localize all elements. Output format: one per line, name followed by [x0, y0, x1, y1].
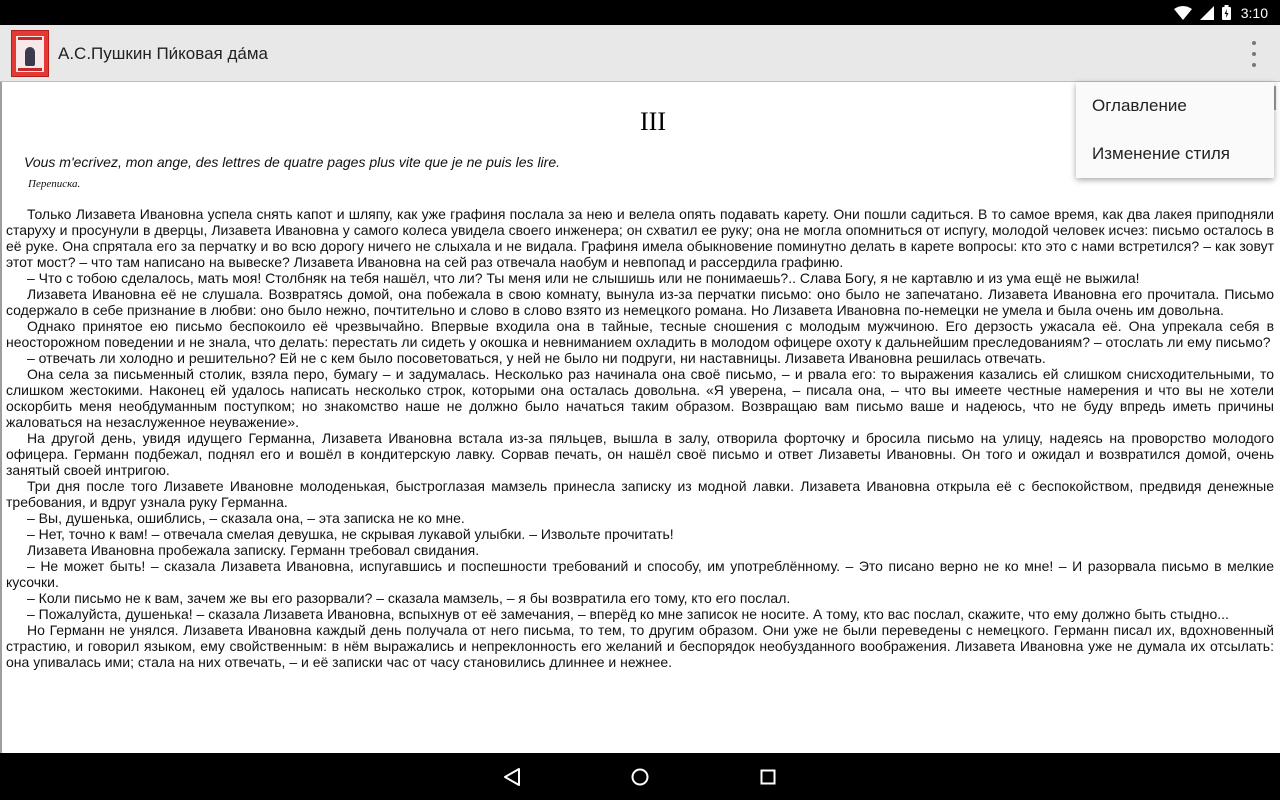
overflow-popup-menu: [1076, 82, 1274, 178]
paragraph: На другой день, увидя идущего Германна, Лизавета Ивановна встала из-за пяльцев, вышла в залу, отворила форточку и бросила письмо на улицу, надеясь на проворство молодого офицера. Германн подбежал, поднял его и вошёл в кондитерскую лавку. Сорвав печать, он нашёл своё письмо и ответ Лизаветы Ивановны. Он того и ожидал и возвратился домой, очень занятый своей интригою.: [6, 430, 1274, 478]
menu-item-change-style[interactable]: Изменение стиля: [1092, 144, 1230, 163]
paragraph: Однако принятое ею письмо беспокоило её чрезвычайно. Впервые входила она в тайные, тесные сношения с молодым мужчиною. Его дерзость ужасала её. Она упрекала себя в неосторожном поведении и не знала, что делать: перестать ли сидеть у окошка и невниманием охладить в молодом офицере охоту к дальнейшим преследованиям? – отослать ли ему письмо?: [6, 318, 1274, 350]
paragraph: – Вы, душенька, ошиблись, – сказала она, – эта записка не ко мне.: [27, 510, 465, 526]
paragraph: Лизавета Ивановна пробежала записку. Германн требовал свидания.: [27, 542, 480, 558]
paragraph: Три дня после того Лизавете Ивановне молоденькая, быстроглазая мамзель принесла записку из модной лавки. Лизавета Ивановна открыла её с беспокойством, предвидя денежные требования, и вдруг узнала руку Германна.: [6, 478, 1274, 510]
paragraph: – Пожалуйста, душенька! – сказала Лизавета Ивановна, вспыхнув от её замечания, – вперёд ко мне записок не носите. А тому, кто вас послал, скажите, что ему должно быть стыдно...: [27, 606, 1229, 622]
back-icon[interactable]: [497, 762, 527, 792]
app-bar: [0, 25, 1280, 82]
paragraph: – Нет, точно к вам! – отвечала смелая девушка, не скрывая лукавой улыбки. – Извольте прочитать!: [27, 526, 674, 542]
paragraph: – отвечать ли холодно и решительно? Ей не с кем было посоветоваться, у ней не было ни подруги, ни наставницы. Лизавета Ивановна решилась отвечать.: [27, 350, 1046, 366]
paragraph: Но Германн не унялся. Лизавета Ивановна каждый день получала от него письма, то тем, то другим образом. Они уже не были переведены с немецкого. Германн писал их, вдохновенный страстию, и говорил языком, ему свойственным: в нём выражались и непреклонность его желаний и беспорядок необузданного воображения. Лизавета Ивановна уже не думала их отсылать: она упивалась ими; стала на них отвечать, – и её записки час от часу становились длиннее и нежнее.: [6, 622, 1274, 670]
status-bar: [0, 0, 1280, 25]
overflow-menu-icon[interactable]: [1248, 41, 1260, 67]
paragraph: – Что с тобою сделалось, мать моя! Столбняк на тебя нашёл, что ли? Ты меня или не слышишь или не понимаешь?.. Слава Богу, я не картавлю и из ума ещё не выжила!: [27, 270, 1140, 286]
battery-icon: [1222, 5, 1231, 20]
epigraph-source: Переписка.: [28, 178, 81, 190]
reading-area[interactable]: [0, 82, 1280, 753]
paragraph: Она села за письменный столик, взяла перо, бумагу – и задумалась. Несколько раз начинала она своё письмо, – и рвала его: то выражения казались ей слишком снисходительными, то слишком жестокими. Наконец ей удалось написать несколько строк, которыми она осталась довольна. «Я уверена, – писала она, – что вы имеете честные намерения и что вы не хотели оскорбить меня необдуманным поступком; но знакомство наше не должно было начаться таким образом. Возвращаю вам письмо ваше и надеюсь, что не буду впредь иметь причины жаловаться на незаслуженное неуважение».: [6, 366, 1274, 430]
navigation-bar: [0, 753, 1280, 800]
book-cover-icon: [11, 30, 49, 77]
home-icon[interactable]: [625, 762, 655, 792]
paragraph: Только Лизавета Ивановна успела снять капот и шляпу, как уже графиня послала за нею и велела опять подавать карету. Они пошли садиться. В то самое время, как два лакея приподняли старуху и просунули в дверцы, Лизавета Ивановна у самого колеса увидела своего инженера; он схватил ее руку; она не могла опомниться от испугу, молодой человек исчез: письмо осталось в её руке. Она спрятала его за перчатку и во всю дорогу ничего не слыхала и не видала. Графиня имела обыкновение поминутно делать в карете вопросы: кто это с нами встретился? – как зовут этот мост? – что там написано на вывеске? Лизавета Ивановна на сей раз отвечала наобум и невпопад и рассердила графиню.: [6, 206, 1274, 270]
paragraph: – Коли письмо не к вам, зачем же вы его разорвали? – сказала мамзель, – я бы возвратила его тому, кто его послал.: [27, 590, 791, 606]
cellular-signal-icon: [1200, 6, 1214, 20]
paragraph: – Не может быть! – сказала Лизавета Ивановна, испугавшись и поспешности требований и способу, им употреблённому. – Это писано верно не ко мне! – И разорвала письмо в мелкие кусочки.: [6, 558, 1274, 590]
status-icons: [1174, 0, 1268, 25]
menu-item-contents[interactable]: Оглавление: [1092, 96, 1187, 115]
paragraph: Лизавета Ивановна её не слушала. Возвратясь домой, она побежала в свою комнату, вынула из-за перчатки письмо: оно было не запечатано. Лизавета Ивановна его прочитала. Письмо содержало в себе признание в любви: оно было нежно, почтительно и слово в слово взято из немецкого романа. Но Лизавета Ивановна по-немецки не умела и была очень им довольна.: [6, 286, 1274, 318]
epigraph: Vous m'ecrivez, mon ange, des lettres de quatre pages plus vite que je ne puis les lire.: [24, 154, 561, 170]
status-time: 3:10: [1240, 4, 1268, 21]
wifi-icon: [1174, 6, 1192, 20]
app-title: А.С.Пушкин Пи́ковая да́ма: [58, 44, 269, 63]
chapter-number: III: [640, 107, 666, 136]
recent-apps-icon[interactable]: [753, 762, 783, 792]
chapter-text: [6, 206, 1274, 670]
